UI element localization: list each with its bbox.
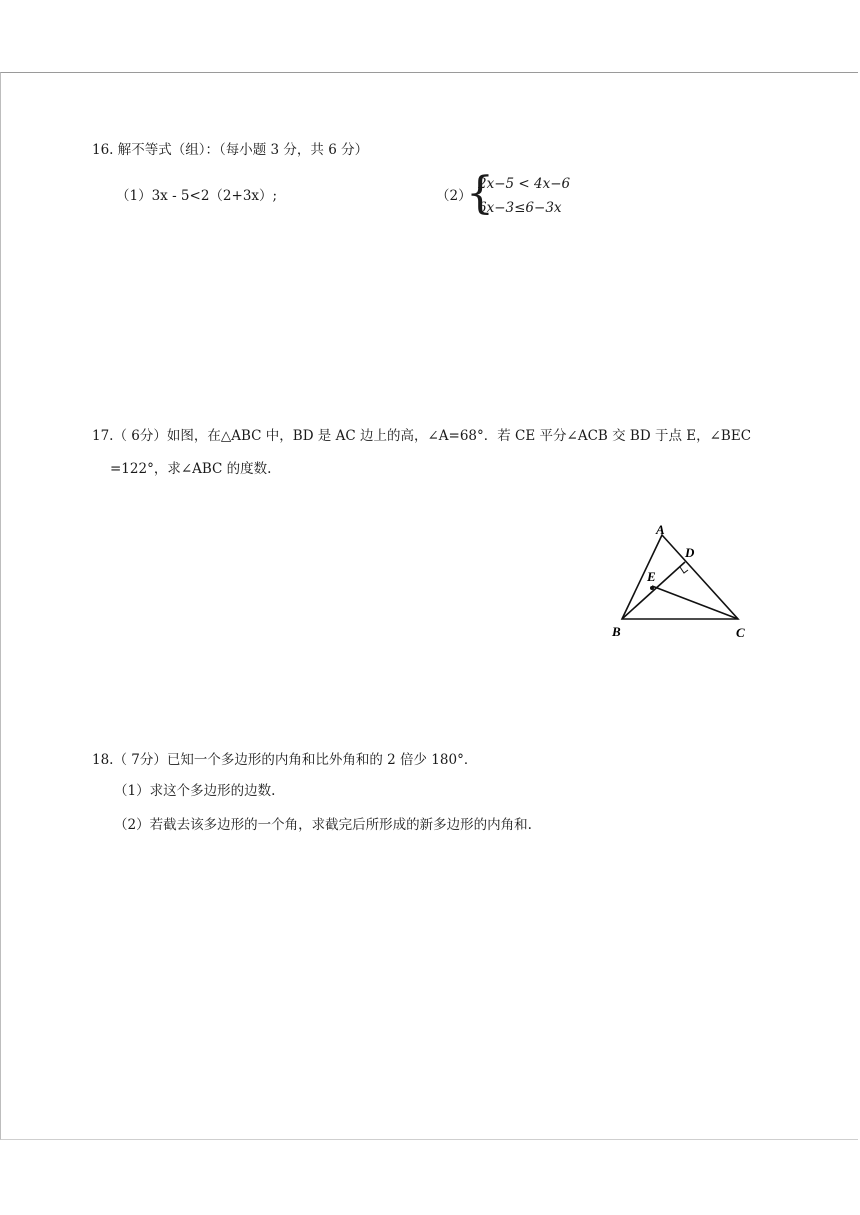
q18-part1: （1）求这个多边形的边数. <box>114 783 276 799</box>
label-d: D <box>685 545 695 560</box>
q16-part2-line1: 2x−5 < 4x−6 <box>478 176 571 192</box>
q16-header: 16. 解不等式（组）：（每小题 3 分，共 6 分） <box>92 142 369 158</box>
point-e-dot <box>650 586 654 590</box>
system-brace: { <box>466 168 494 219</box>
q16-part2-line2: 6x−3≤6−3x <box>478 200 562 216</box>
right-angle-mark <box>680 567 688 573</box>
triangle-abc <box>622 535 738 619</box>
label-c: C <box>736 625 745 640</box>
q17-line1: 17.（ 6分）如图，在△ABC 中，BD 是 AC 边上的高，∠A=68°．若 CE 平分∠ACB 交 BD 于点 E，∠BEC <box>92 428 752 444</box>
q17-line2: =122°，求∠ABC 的度数. <box>110 461 272 477</box>
label-a: A <box>656 522 665 537</box>
segment-ce <box>652 586 738 619</box>
q18-header: 18.（ 7分）已知一个多边形的内角和比外角和的 2 倍少 180°． <box>92 752 478 768</box>
q16-part1: （1）3x - 5<2（2+3x）; <box>116 188 278 204</box>
q16-part2-label: （2） <box>436 188 472 204</box>
label-b: B <box>612 624 621 639</box>
q18-part2: （2）若截去该多边形的一个角，求截完后所形成的新多边形的内角和. <box>114 817 532 833</box>
triangle-figure <box>600 515 760 650</box>
label-e: E <box>647 569 656 584</box>
